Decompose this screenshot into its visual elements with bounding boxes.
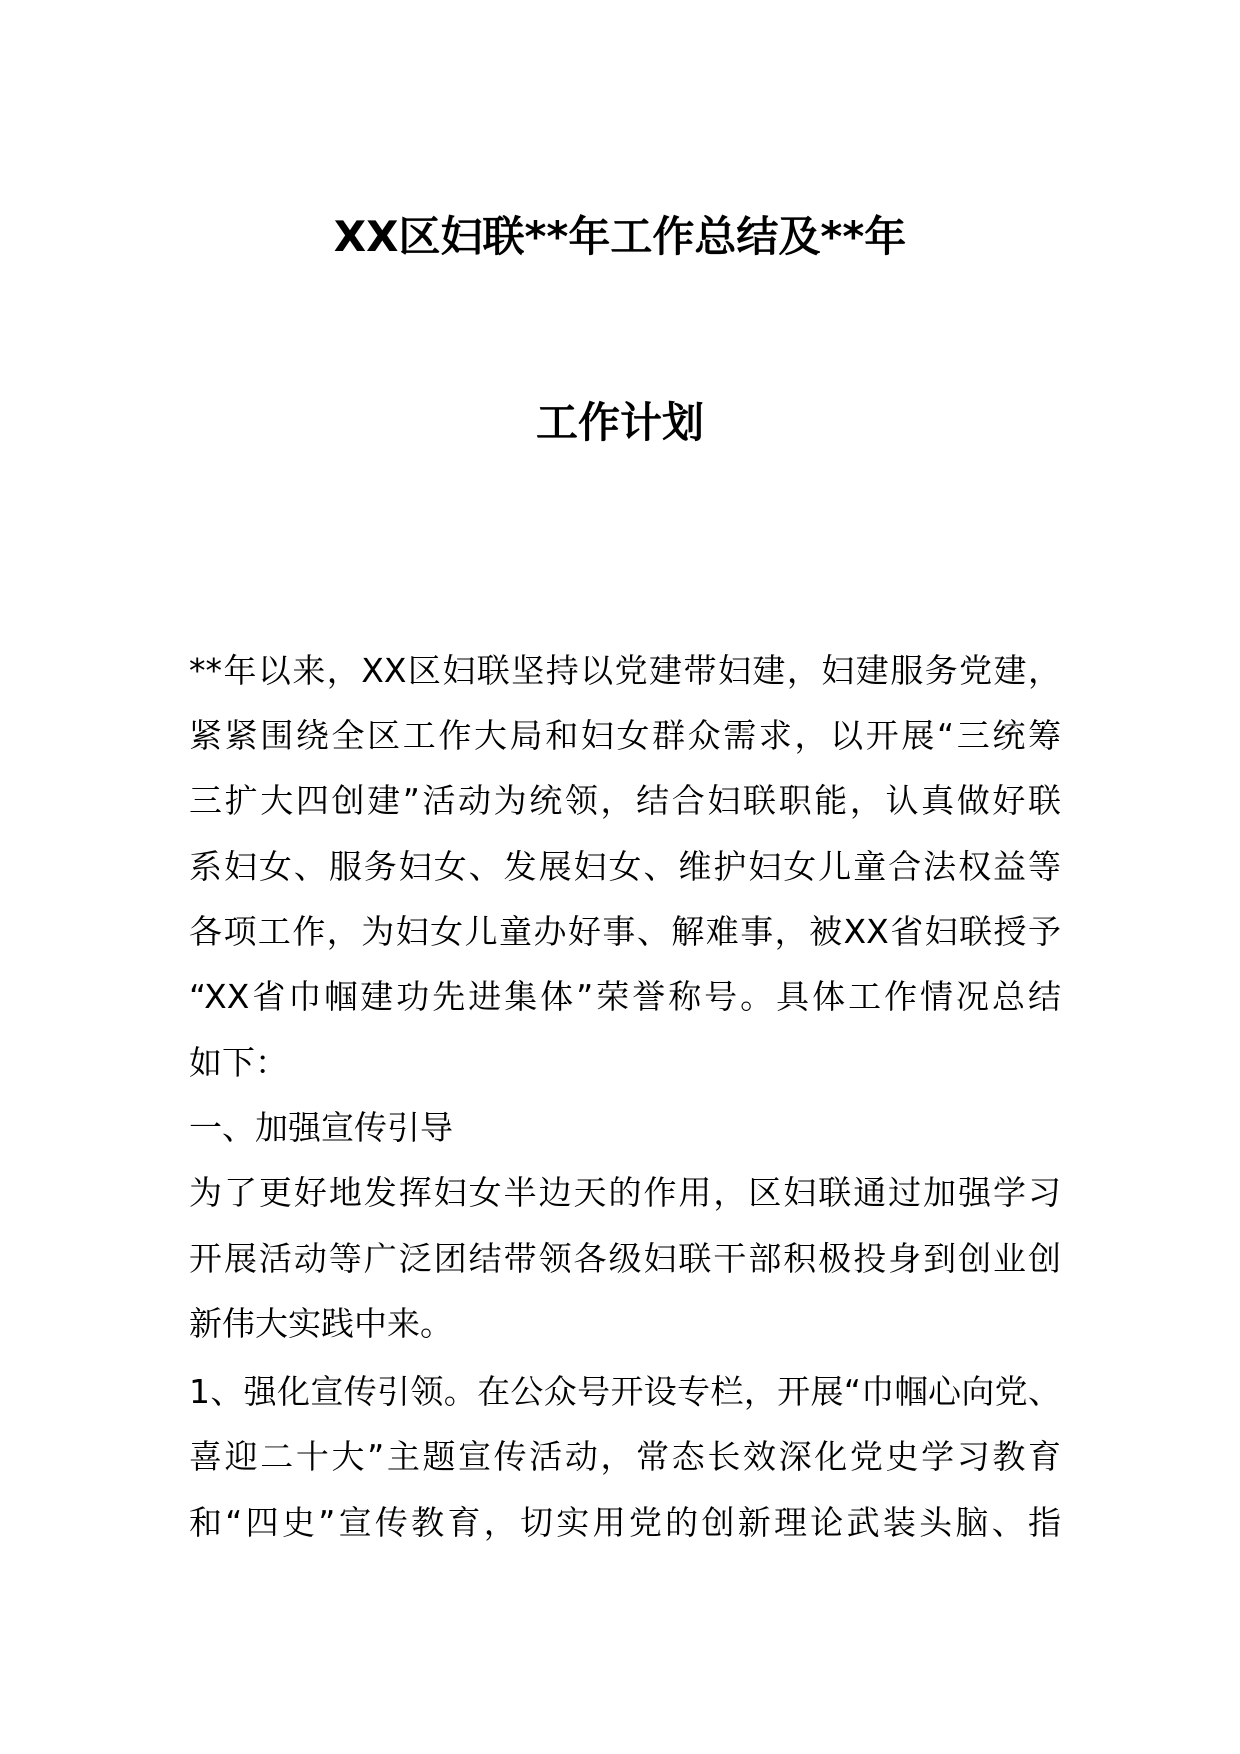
- body-line: 开展活动等广泛团结带领各级妇联干部积极投身到创业创: [189, 1239, 1061, 1278]
- body-line: 为了更好地发挥妇女半边天的作用，区妇联通过加强学习: [189, 1173, 1061, 1212]
- body-line: 和“四史”宣传教育，切实用党的创新理论武装头脑、指: [189, 1503, 1061, 1542]
- body-line: **年以来，XX区妇联坚持以党建带妇建，妇建服务党建，: [189, 651, 1061, 690]
- section-heading: 一、加强宣传引导: [189, 1108, 453, 1147]
- document-title-line-1: XX区妇联**年工作总结及**年: [333, 212, 907, 261]
- body-line: 各项工作，为妇女儿童办好事、解难事，被XX省妇联授予: [189, 912, 1061, 951]
- body-line: 紧紧围绕全区工作大局和妇女群众需求，以开展“三统筹: [189, 716, 1061, 755]
- document-title-line-2: 工作计划: [535, 398, 704, 447]
- body-line: 系妇女、服务妇女、发展妇女、维护妇女儿童合法权益等: [189, 847, 1061, 886]
- body-line: 三扩大四创建”活动为统领，结合妇联职能，认真做好联: [189, 781, 1061, 820]
- body-line: 如下：: [189, 1043, 288, 1082]
- body-line: 1、强化宣传引领。在公众号开设专栏，开展“巾帼心向党、: [189, 1372, 1061, 1411]
- body-line: 新伟大实践中来。: [189, 1304, 453, 1343]
- body-line: “XX省巾帼建功先进集体”荣誉称号。具体工作情况总结: [189, 977, 1061, 1016]
- body-line: 喜迎二十大”主题宣传活动，常态长效深化党史学习教育: [189, 1437, 1061, 1476]
